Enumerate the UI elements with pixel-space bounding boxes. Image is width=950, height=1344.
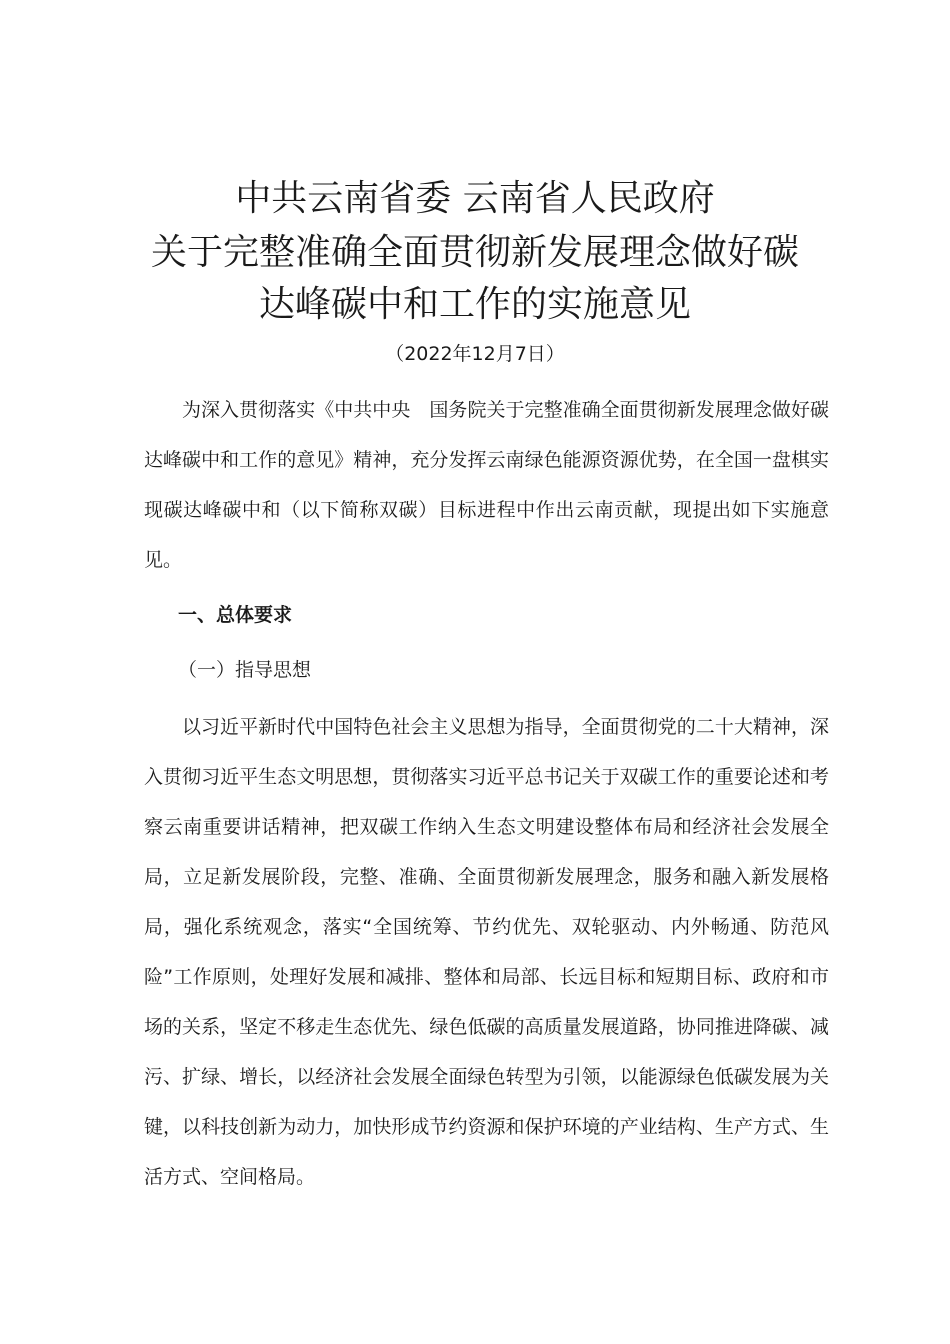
document-title-line-3: 达峰碳中和工作的实施意见: [258, 284, 691, 325]
guiding-ideology-paragraph: 以习近平新时代中国特色社会主义思想为指导，全面贯彻党的二十大精神，深入贯彻习近平生态文明思想，贯彻落实习近平总书记关于双碳工作的重要论述和考察云南重要讲话精神，把双碳工作纳入生态文明建设整体布局和经济社会发展全局，立足新发展阶段，完整、准确、全面贯彻新发展理念，服务和融入新发展格局，强化系统观念，落实“全国统筹、节约优先、双轮驱动、内外畅通、防范风险”工作原则，处理好发展和减排、整体和局部、长远目标和短期目标、政府和市场的关系，坚定不移走生态优先、绿色低碳的高质量发展道路，协同推进降碳、减污、扩绿、增长，以经济社会发展全面绿色转型为引领，以能源绿色低碳发展为关键，以科技创新为动力，加快形成节约资源和保护环境的产业结构、生产方式、生活方式、空间格局。: [144, 716, 829, 1188]
intro-paragraph: 为深入贯彻落实《中共中央 国务院关于完整准确全面贯彻新发展理念做好碳达峰碳中和工作的意见》精神，充分发挥云南绿色能源资源优势，在全国一盘棋实现碳达峰碳中和（以下简称双碳）目标进程中作出云南贡献，现提出如下实施意见。: [144, 399, 829, 571]
subsection-heading-guiding-ideology: （一）指导思想: [178, 659, 312, 681]
document-title-line-2: 关于完整准确全面贯彻新发展理念做好碳: [150, 232, 799, 273]
document-date: （2022年12月7日）: [385, 343, 565, 365]
section-heading-general-requirements: 一、总体要求: [178, 604, 293, 626]
document-title-line-1: 中共云南省委 云南省人民政府: [235, 178, 715, 219]
